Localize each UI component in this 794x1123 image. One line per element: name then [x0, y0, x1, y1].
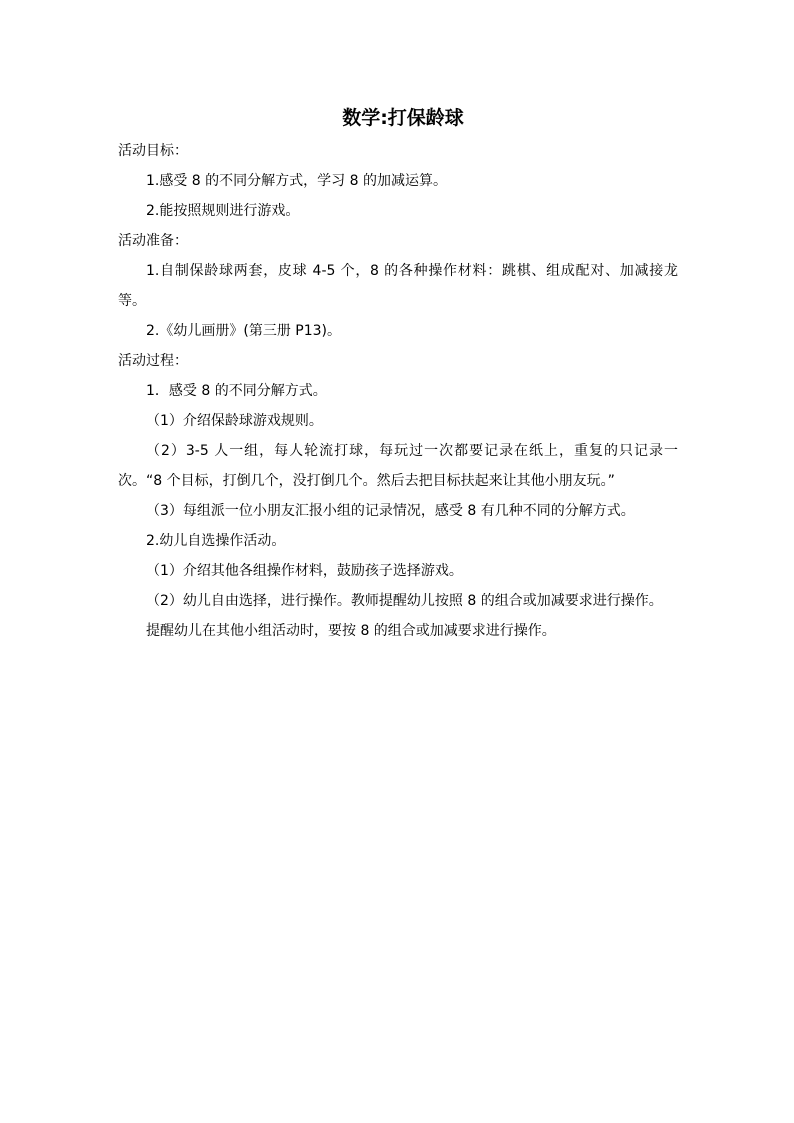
process-step-2-sub-1: （1）介绍其他各组操作材料，鼓励孩子选择游戏。: [146, 563, 463, 579]
process-step-1-sub-3: （3）每组派一位小朋友汇报小组的记录情况，感受 8 有几种不同的分解方式。: [146, 503, 635, 519]
process-step-1: 1．感受 8 的不同分解方式。: [146, 383, 327, 399]
process-step-2-sub-2: （2）幼儿自由选择，进行操作。教师提醒幼儿按照 8 的组合或加减要求进行操作。: [146, 593, 663, 609]
heading-activity-preparation: 活动准备：: [118, 233, 188, 249]
goal-item-2: 2.能按照规则进行游戏。: [146, 203, 300, 219]
preparation-item-2: 2.《幼儿画册》(第三册 P13)。: [146, 323, 341, 339]
process-step-1-sub-1: （1）介绍保龄球游戏规则。: [146, 413, 323, 429]
closing-note: 提醒幼儿在其他小组活动时，要按 8 的组合或加减要求进行操作。: [146, 623, 556, 639]
document-title: 数学:打保龄球: [342, 107, 464, 129]
process-step-1-sub-2: （2）3-5 人一组，每人轮流打球，每玩过一次都要记录在纸上，重复的只记录一次。“8 个目标，打倒几个，没打倒几个。然后去把目标扶起来让其他小朋友玩。”: [118, 443, 678, 489]
process-step-2: 2.幼儿自选操作活动。: [146, 533, 286, 549]
heading-activity-goals: 活动目标：: [118, 143, 188, 159]
heading-activity-process: 活动过程：: [118, 353, 188, 369]
document-body: [118, 104, 678, 646]
goal-item-1: 1.感受 8 的不同分解方式，学习 8 的加减运算。: [146, 173, 447, 189]
preparation-item-1: 1.自制保龄球两套，皮球 4-5 个，8 的各种操作材料：跳棋、组成配对、加减接龙等。: [118, 263, 678, 309]
